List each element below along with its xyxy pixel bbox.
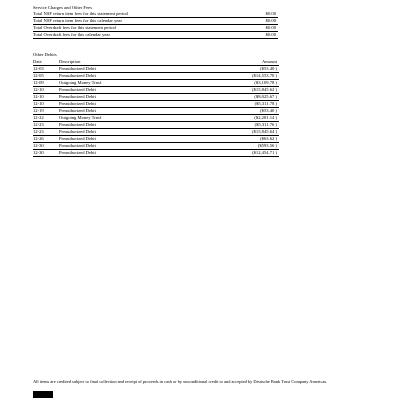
debit-amount: ($63.62 ): [227, 136, 279, 143]
debit-description: Preauthorized Debit: [59, 136, 227, 143]
service-charges-title: Service Charges and Other Fees: [33, 5, 92, 10]
table-row: [33, 25, 278, 32]
fee-amount: $0.00: [233, 18, 278, 25]
fee-amount: $0.00: [233, 25, 278, 32]
table-row: [33, 32, 278, 39]
debit-description: Preauthorized Debit: [59, 73, 227, 80]
table-row: [33, 108, 279, 115]
debit-amount: ($2,281.14 ): [227, 115, 279, 122]
fee-description: Total NSF return item fees for this statement period: [33, 11, 233, 18]
debit-description: Preauthorized Debit: [59, 122, 227, 129]
debit-amount: ($8,025.67 ): [227, 94, 279, 101]
redaction-block: [33, 391, 53, 398]
other-debits-table: [33, 59, 279, 157]
fee-description: Total NSF return item fees for this calendar year: [33, 18, 233, 25]
debit-date: 12-19: [33, 108, 59, 115]
table-row: [33, 73, 279, 80]
table-row: [33, 129, 279, 136]
fee-description: Total Overdraft fees for this calendar year: [33, 32, 233, 39]
debit-date: 12-23: [33, 129, 59, 136]
fee-amount: $0.00: [233, 11, 278, 18]
debit-description: Preauthorized Debit: [59, 66, 227, 73]
debit-description: Outgoing Money Trnsf: [59, 115, 227, 122]
footer-disclaimer: All items are credited subject to final collection and receipt of proceeds in cash or by unconditional credit to and accepted by Deutsche Bank Trust Company Americas.: [33, 379, 328, 384]
amount-header: Amount: [227, 59, 279, 66]
date-header: Date: [33, 59, 59, 66]
other-debits-title: Other Debits: [33, 52, 57, 57]
debit-date: 12-22: [33, 115, 59, 122]
table-row: [33, 122, 279, 129]
table-row: [33, 150, 279, 157]
debit-amount: ($5,311.76 ): [227, 122, 279, 129]
debit-amount: ($12,454.71 ): [227, 150, 279, 157]
table-row: [33, 115, 279, 122]
debit-amount: ($5,311.78 ): [227, 101, 279, 108]
table-row: [33, 101, 279, 108]
debit-description: Preauthorized Debit: [59, 143, 227, 150]
debit-amount: ($14,553.70 ): [227, 73, 279, 80]
fee-amount: $0.00: [233, 32, 278, 39]
debit-amount: ($53.40 ): [227, 66, 279, 73]
description-header: Description: [59, 59, 227, 66]
debit-amount: ($15,845.62 ): [227, 87, 279, 94]
debit-amount: ($15,845.64 ): [227, 129, 279, 136]
debit-date: 12-10: [33, 87, 59, 94]
table-row: [33, 94, 279, 101]
debit-date: 12-10: [33, 94, 59, 101]
debit-amount: ($3,109.78 ): [227, 80, 279, 87]
debit-description: Outgoing Money Trnsf: [59, 80, 227, 87]
table-row: [33, 18, 278, 25]
table-row: [33, 143, 279, 150]
debit-description: Preauthorized Debit: [59, 129, 227, 136]
fee-description: Total Overdraft fees for this statement period: [33, 25, 233, 32]
debit-date: 12-09: [33, 80, 59, 87]
debit-date: 12-30: [33, 150, 59, 157]
service-charges-table: [33, 11, 278, 39]
table-row: [33, 66, 279, 73]
debit-date: 12-26: [33, 136, 59, 143]
table-row: [33, 87, 279, 94]
debit-description: Preauthorized Debit: [59, 101, 227, 108]
debit-amount: ($53.40 ): [227, 108, 279, 115]
debit-description: Preauthorized Debit: [59, 108, 227, 115]
debit-date: 12-23: [33, 122, 59, 129]
debit-date: 12-05: [33, 73, 59, 80]
debit-date: 12-10: [33, 101, 59, 108]
debit-description: Preauthorized Debit: [59, 150, 227, 157]
table-row: [33, 136, 279, 143]
debit-description: Preauthorized Debit: [59, 94, 227, 101]
debit-description: Preauthorized Debit: [59, 87, 227, 94]
table-row: [33, 80, 279, 87]
debit-amount: ($593.56 ): [227, 143, 279, 150]
debit-date: 12-30: [33, 143, 59, 150]
debit-date: 12-03: [33, 66, 59, 73]
